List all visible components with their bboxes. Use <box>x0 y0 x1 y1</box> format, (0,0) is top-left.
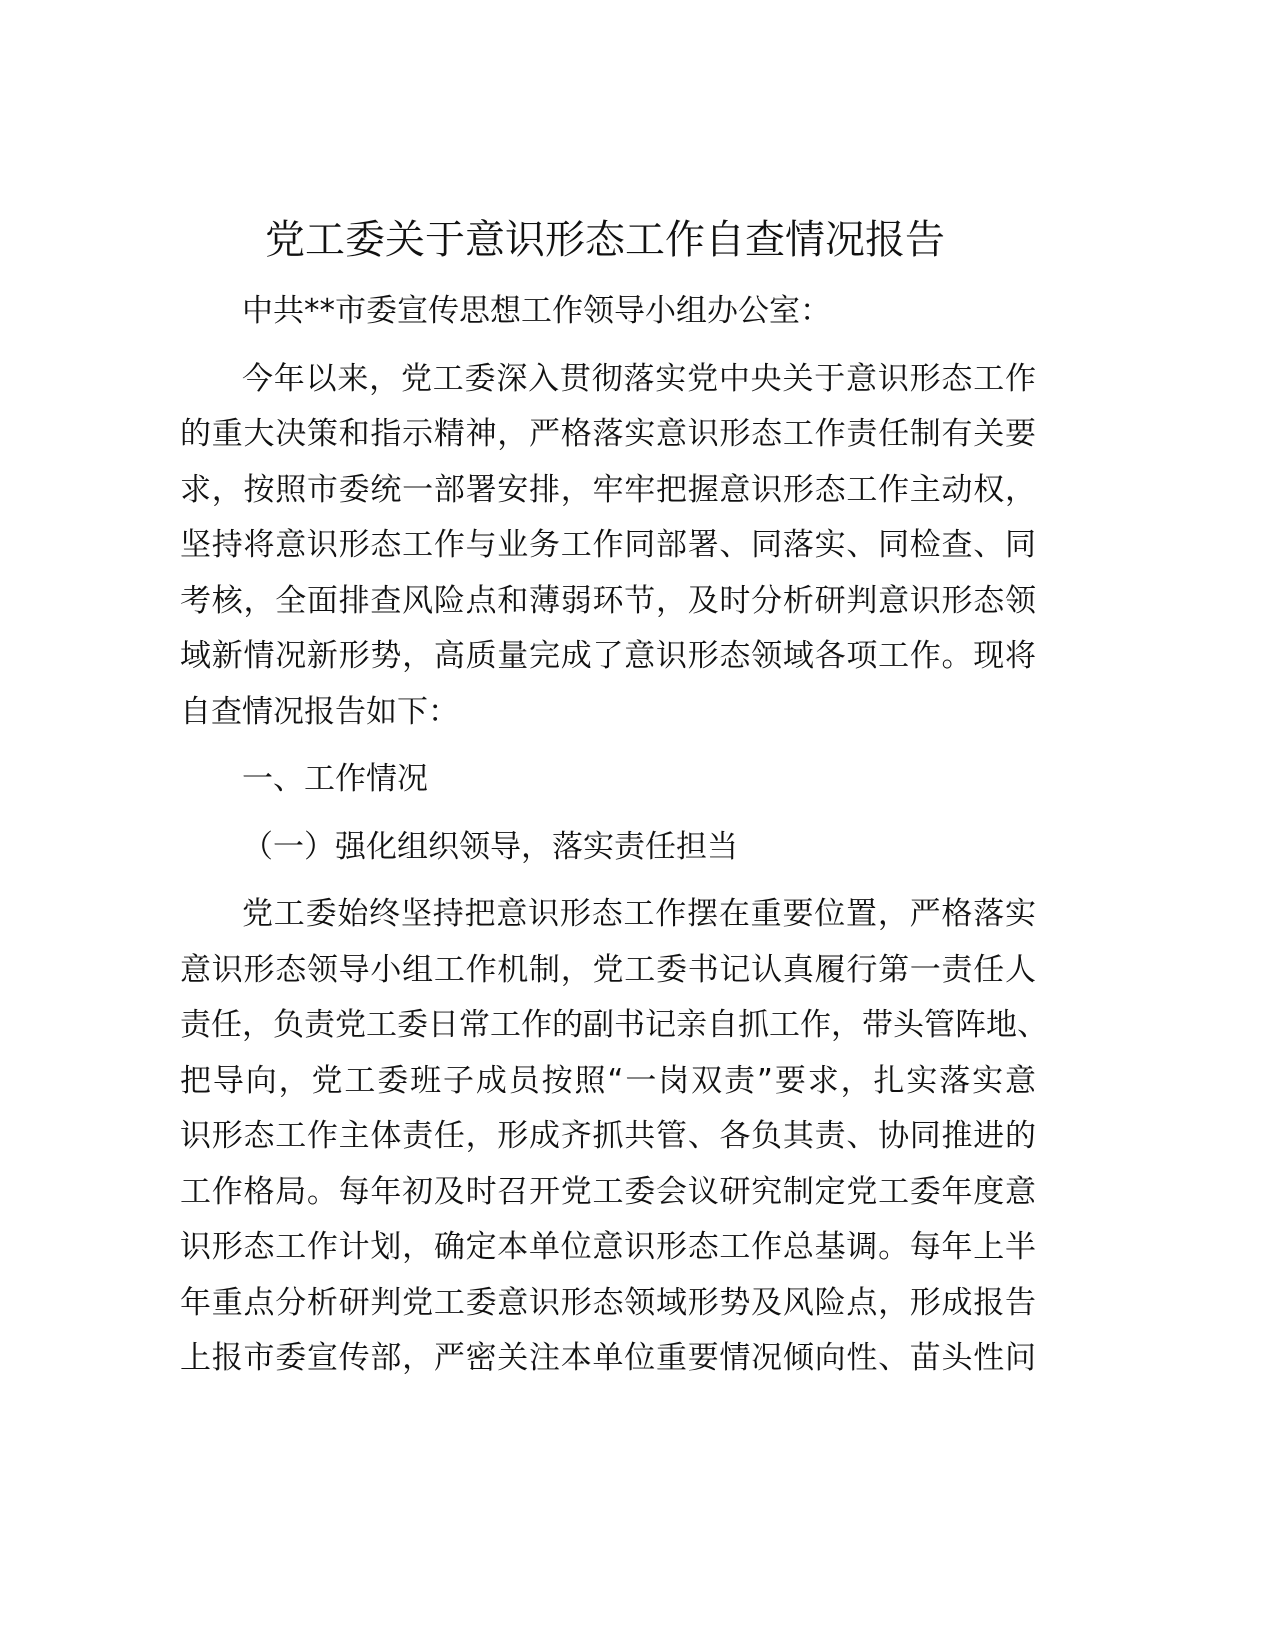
paragraph <box>180 887 1048 1387</box>
text-line: 域新情况新形势，高质量完成了意识形态领域各项工作。现将 <box>180 638 1036 674</box>
paragraph <box>180 352 1036 741</box>
text-line: 求，按照市委统一部署安排，牢牢把握意识形态工作主动权， <box>180 471 1036 508</box>
text-line: 意识形态领导小组工作机制，党工委书记认真履行第一责任人 <box>180 951 1036 988</box>
text-line: 把导向，党工委班子成员按照“一岗双责”要求，扎实落实意 <box>180 1062 1036 1099</box>
text-line: 自查情况报告如下： <box>180 693 459 730</box>
text-line: （一）强化组织领导，落实责任担当 <box>242 828 738 865</box>
text-line: 考核，全面排查风险点和薄弱环节，及时分析研判意识形态领 <box>180 582 1036 619</box>
text-line: 今年以来，党工委深入贯彻落实党中央关于意识形态工作 <box>242 360 1036 397</box>
document-body <box>180 284 1048 1399</box>
text-line: 的重大决策和指示精神，严格落实意识形态工作责任制有关要 <box>180 416 1036 452</box>
paragraph <box>180 820 1036 876</box>
text-line: 识形态工作计划，确定本单位意识形态工作总基调。每年上半 <box>180 1229 1036 1265</box>
text-line: 工作格局。每年初及时召开党工委会议研究制定党工委年度意 <box>180 1173 1036 1210</box>
text-line: 坚持将意识形态工作与业务工作同部署、同落实、同检查、同 <box>180 527 1036 563</box>
paragraph <box>180 284 1036 340</box>
text-line: 责任，负责党工委日常工作的副书记亲自抓工作，带头管阵地、 <box>180 1007 1048 1043</box>
document-title: 党工委关于意识形态工作自查情况报告 <box>265 217 945 263</box>
text-line: 识形态工作主体责任，形成齐抓共管、各负其责、协同推进的 <box>180 1118 1036 1154</box>
paragraph <box>180 752 1036 808</box>
text-line: 党工委始终坚持把意识形态工作摆在重要位置，严格落实 <box>242 896 1036 932</box>
text-line: 上报市委宣传部，严密关注本单位重要情况倾向性、苗头性问 <box>180 1340 1036 1376</box>
text-line: 中共**市委宣传思想工作领导小组办公室： <box>242 293 831 329</box>
text-line: 年重点分析研判党工委意识形态领域形势及风险点，形成报告 <box>180 1284 1036 1321</box>
text-line: 一、工作情况 <box>242 761 428 797</box>
